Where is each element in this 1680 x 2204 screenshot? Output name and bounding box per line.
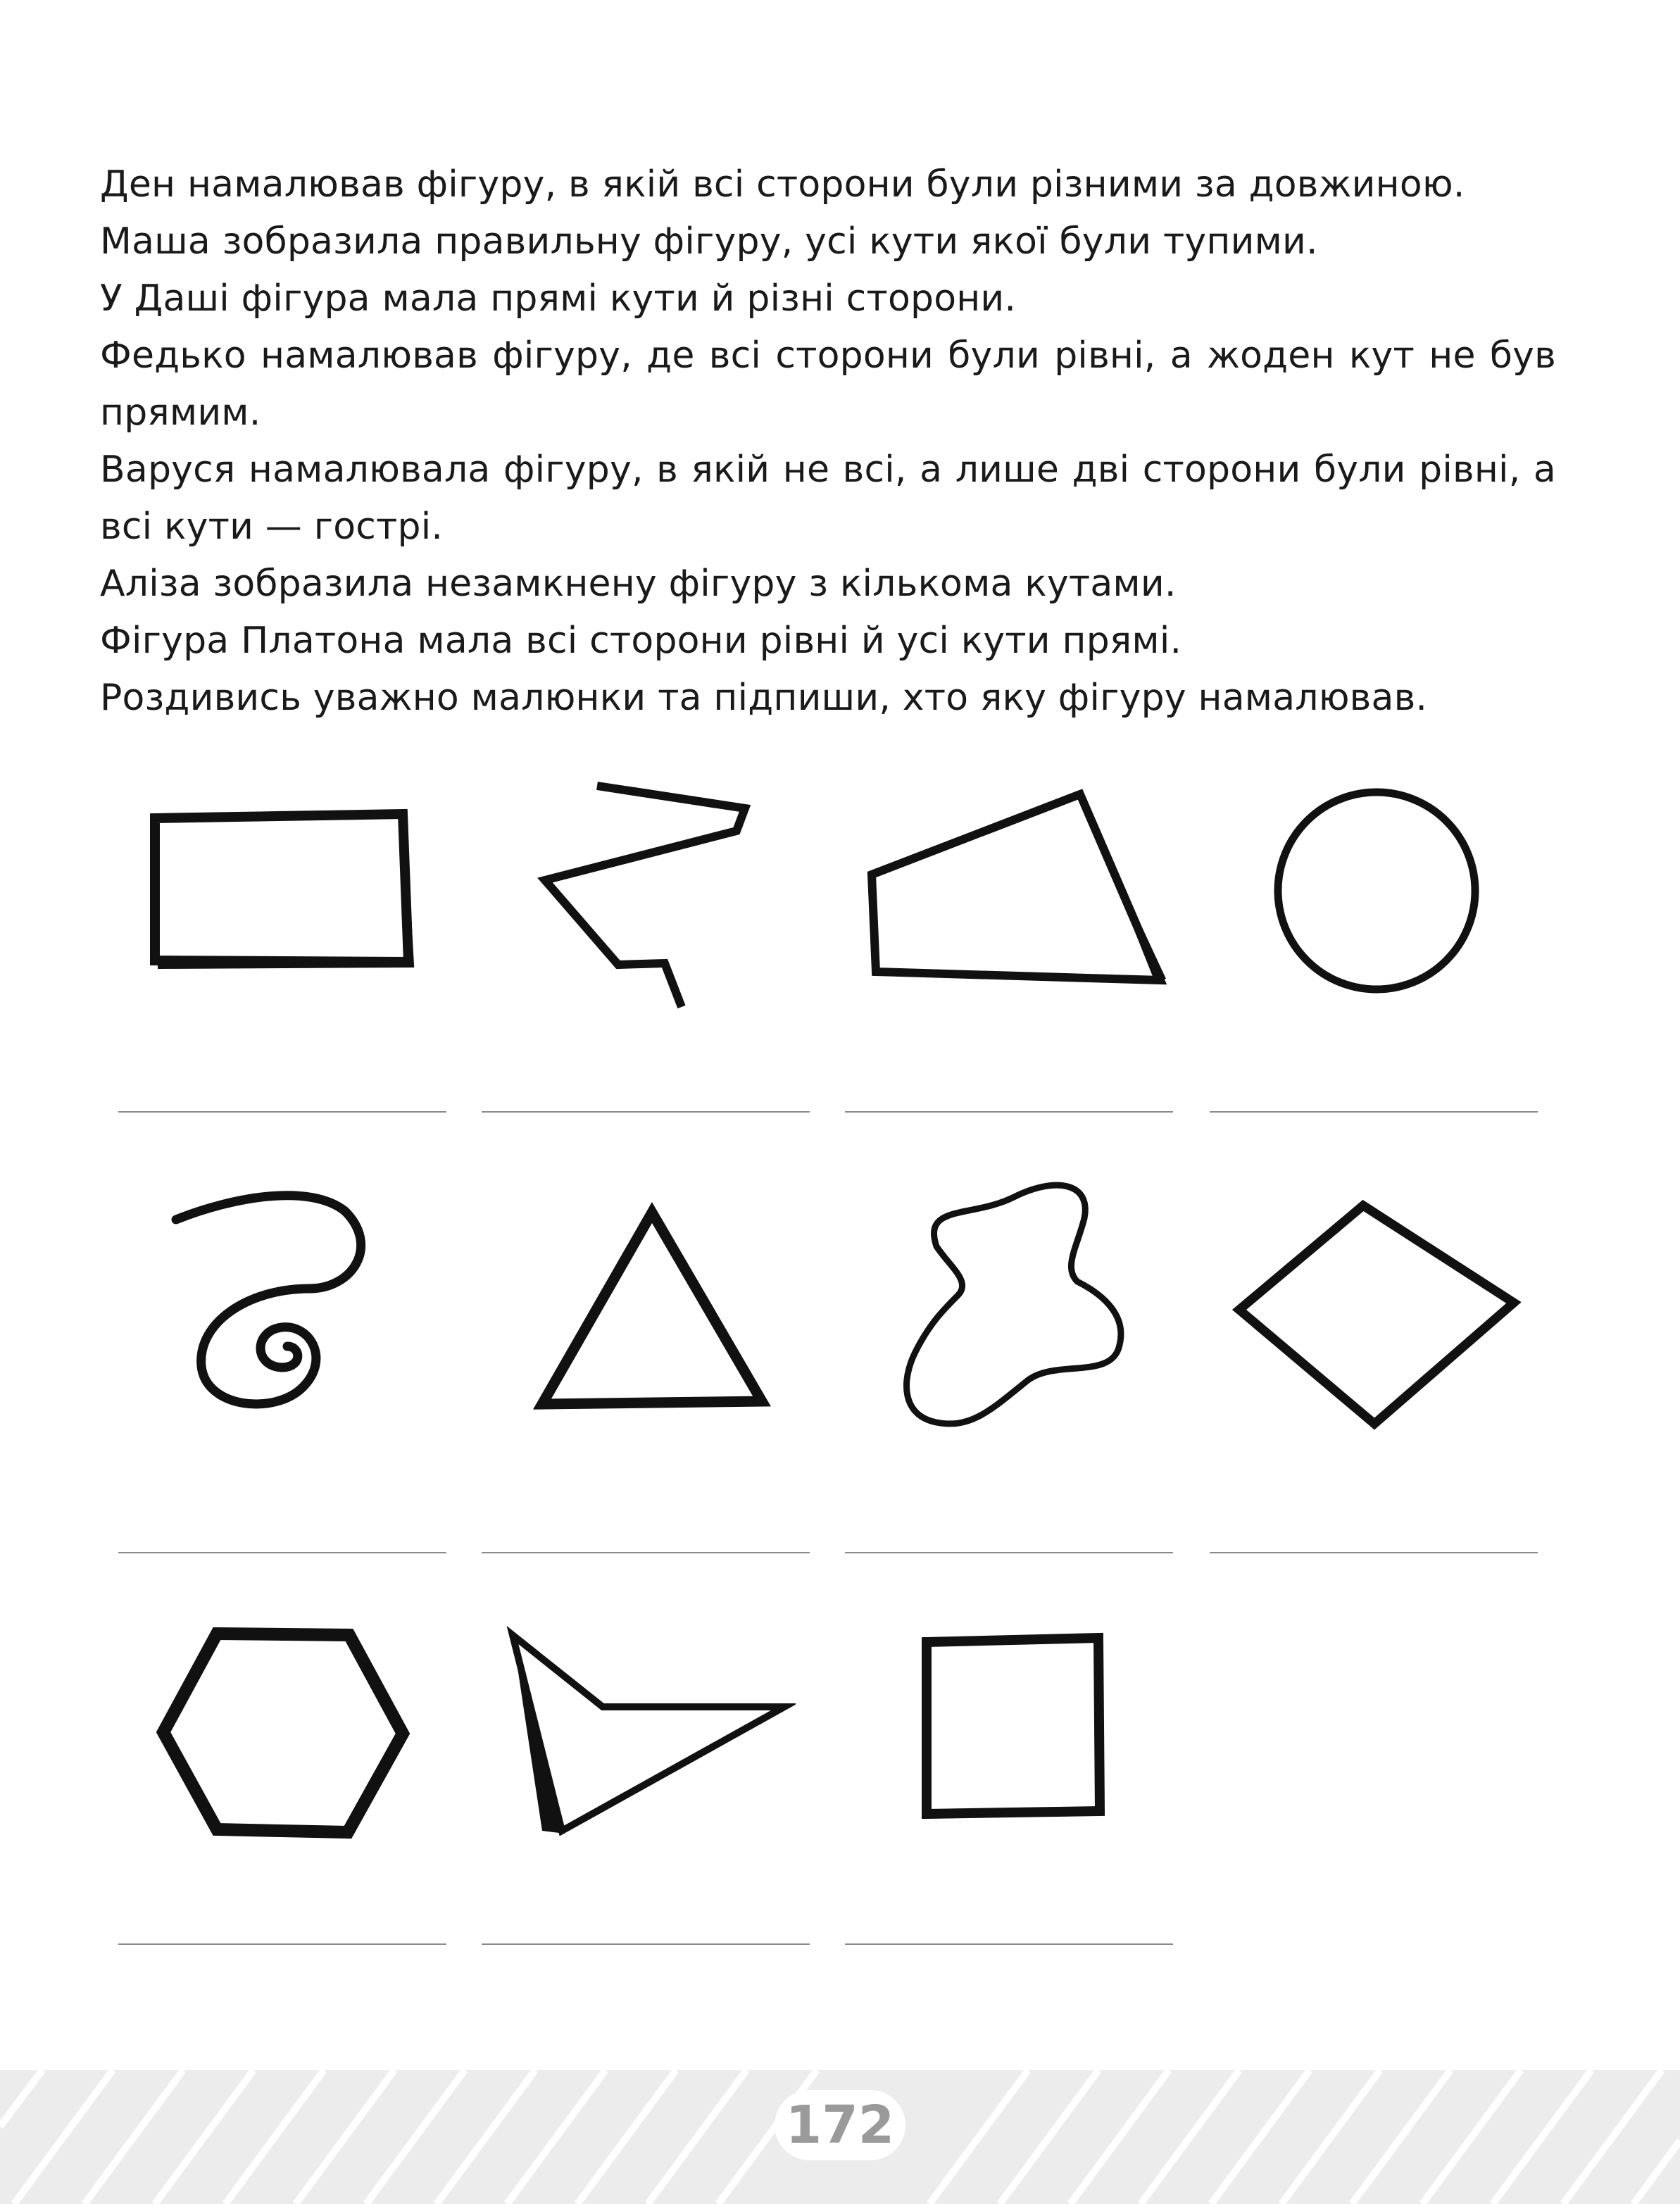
blob-shape-icon <box>887 1176 1141 1444</box>
triangle-shape-icon <box>528 1197 775 1422</box>
rhombus-shape-icon <box>1225 1197 1521 1436</box>
spiral-shape-icon <box>169 1183 401 1422</box>
task-line: Варуся намалювала фігуру, в якій не всі, а лише дві сторони були рівні, а всі кути — гострі. <box>100 449 1556 548</box>
task-line: Федько намалював фігуру, де всі сторони були рівні, а жоден кут не був прямим. <box>100 334 1556 434</box>
answer-line[interactable] <box>118 1552 446 1553</box>
task-line: Фігура Платона мала всі сторони рівні й усі кути прямі. <box>100 620 1182 662</box>
answer-line[interactable] <box>118 1111 446 1113</box>
answer-line[interactable] <box>1210 1552 1538 1553</box>
task-line: Маша зобразила правильну фігуру, усі кути якої були тупими. <box>100 220 1318 263</box>
square-shape-icon <box>908 1627 1112 1831</box>
task-line: Аліза зобразила незамкнену фігуру з кількома кутами. <box>100 563 1177 605</box>
answer-line[interactable] <box>482 1552 810 1553</box>
rectangle-shape-icon <box>141 803 422 986</box>
page-number: 172 <box>775 2090 905 2160</box>
open-zigzag-shape-icon <box>528 775 767 1014</box>
answer-line[interactable] <box>1210 1111 1538 1113</box>
answer-line[interactable] <box>482 1111 810 1113</box>
answer-line[interactable] <box>482 1943 810 1945</box>
answer-line[interactable] <box>845 1552 1173 1553</box>
task-text <box>100 156 1556 727</box>
concave-quadrilateral-shape-icon <box>500 1620 796 1845</box>
task-line: У Даші фігура мала прямі кути й різні сторони. <box>100 277 1017 320</box>
answer-line[interactable] <box>845 1111 1173 1113</box>
answer-line[interactable] <box>845 1943 1173 1945</box>
task-line: Ден намалював фігуру, в якій всі сторони були різними за довжиною. <box>100 163 1465 206</box>
hexagon-shape-icon <box>152 1620 413 1845</box>
answer-line[interactable] <box>118 1943 446 1945</box>
circle-shape-icon <box>1267 782 1486 1000</box>
irregular-quadrilateral-shape-icon <box>845 775 1183 1000</box>
task-line: Роздивись уважно малюнки та підпиши, хто яку фігуру намалював. <box>100 677 1428 719</box>
